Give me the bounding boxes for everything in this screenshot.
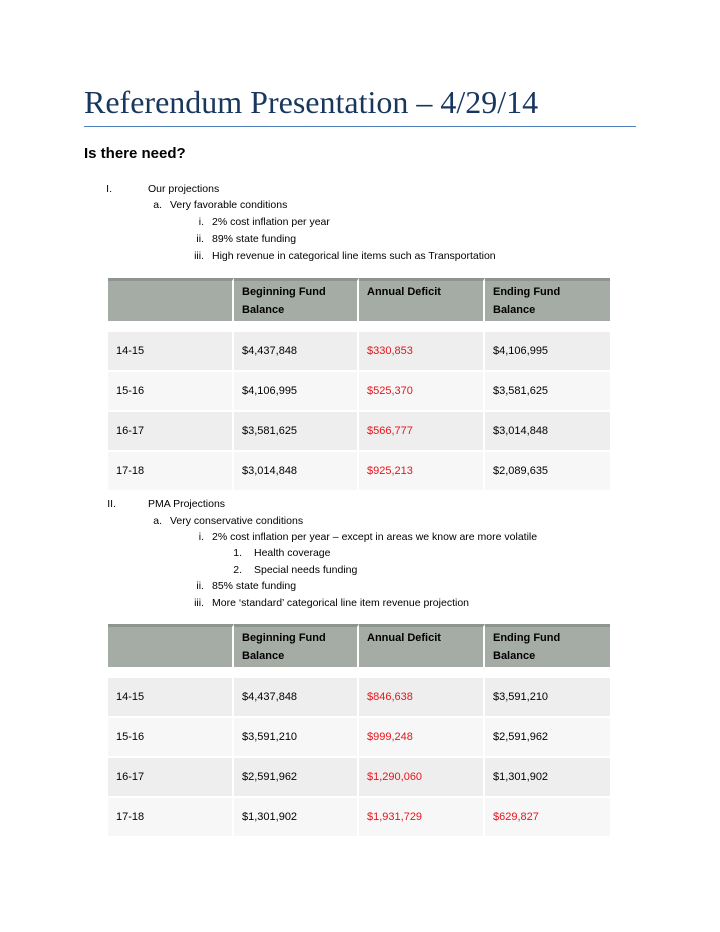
list-marker: 2.	[233, 564, 242, 576]
cell-ending-balance: $2,591,962	[485, 716, 610, 756]
list-item: 2% cost inflation per year – except in areas we know are more volatile	[212, 531, 538, 543]
cell-year: 14-15	[108, 330, 234, 370]
table-row	[108, 716, 610, 756]
list-marker: iii.	[194, 250, 204, 262]
list-item: 2% cost inflation per year	[212, 216, 330, 228]
cell-ending-balance: $4,106,995	[485, 330, 610, 370]
list-marker: i.	[198, 216, 204, 228]
cell-year: 15-16	[108, 716, 234, 756]
cell-year: 14-15	[108, 676, 234, 716]
cell-beginning-balance: $4,106,995	[234, 370, 359, 410]
projections-table-ours	[108, 278, 610, 490]
list-marker: iii.	[194, 597, 204, 609]
list-marker: I.	[106, 183, 112, 195]
table-row	[108, 450, 610, 490]
cell-ending-balance: $629,827	[485, 796, 610, 836]
cell-beginning-balance: $3,591,210	[234, 716, 359, 756]
list-item: Special needs funding	[254, 564, 358, 576]
table-header-annual-deficit: Annual Deficit	[359, 624, 485, 670]
table-header-annual-deficit: Annual Deficit	[359, 278, 485, 324]
cell-year: 15-16	[108, 370, 234, 410]
table-row	[108, 330, 610, 370]
page-title: Referendum Presentation – 4/29/14	[84, 84, 539, 120]
cell-beginning-balance: $4,437,848	[234, 330, 359, 370]
cell-annual-deficit: $1,931,729	[359, 796, 485, 836]
cell-beginning-balance: $4,437,848	[234, 676, 359, 716]
table-header-ending-balance: Ending Fund Balance	[485, 624, 610, 670]
cell-ending-balance: $2,089,635	[485, 450, 610, 490]
cell-beginning-balance: $1,301,902	[234, 796, 359, 836]
list-marker: II.	[107, 498, 116, 510]
table-header-row	[108, 278, 610, 324]
cell-annual-deficit: $566,777	[359, 410, 485, 450]
list-item: PMA Projections	[148, 498, 226, 510]
table-header-beginning-balance: Beginning Fund Balance	[234, 624, 359, 670]
title-divider	[84, 126, 636, 127]
list-marker: ii.	[196, 580, 204, 592]
list-item: Health coverage	[254, 547, 331, 559]
list-marker: ii.	[196, 233, 204, 245]
cell-year: 17-18	[108, 796, 234, 836]
cell-annual-deficit: $925,213	[359, 450, 485, 490]
list-item: 89% state funding	[212, 233, 297, 245]
cell-year: 17-18	[108, 450, 234, 490]
list-item: More ‘standard’ categorical line item revenue projection	[212, 597, 469, 609]
cell-annual-deficit: $999,248	[359, 716, 485, 756]
table-header-ending-balance: Ending Fund Balance	[485, 278, 610, 324]
cell-annual-deficit: $1,290,060	[359, 756, 485, 796]
list-marker: i.	[198, 531, 204, 543]
list-marker: 1.	[233, 547, 242, 559]
list-marker: a.	[153, 515, 162, 527]
cell-beginning-balance: $3,014,848	[234, 450, 359, 490]
list-item: High revenue in categorical line items such as Transportation	[212, 250, 496, 262]
projections-table-pma	[108, 624, 610, 836]
table-row	[108, 676, 610, 716]
cell-annual-deficit: $525,370	[359, 370, 485, 410]
cell-ending-balance: $3,591,210	[485, 676, 610, 716]
table-header-year	[108, 624, 234, 670]
cell-annual-deficit: $846,638	[359, 676, 485, 716]
table-row	[108, 796, 610, 836]
cell-ending-balance: $3,014,848	[485, 410, 610, 450]
table-header-row	[108, 624, 610, 670]
table-header-year	[108, 278, 234, 324]
table-row	[108, 410, 610, 450]
list-item: Very conservative conditions	[170, 515, 304, 527]
table-header-beginning-balance: Beginning Fund Balance	[234, 278, 359, 324]
cell-year: 16-17	[108, 410, 234, 450]
list-item: Very favorable conditions	[170, 199, 288, 211]
list-item: Our projections	[148, 183, 220, 195]
cell-beginning-balance: $2,591,962	[234, 756, 359, 796]
cell-year: 16-17	[108, 756, 234, 796]
table-row	[108, 756, 610, 796]
list-marker: a.	[153, 199, 162, 211]
section-heading: Is there need?	[84, 145, 186, 162]
table-row	[108, 370, 610, 410]
cell-ending-balance: $1,301,902	[485, 756, 610, 796]
cell-annual-deficit: $330,853	[359, 330, 485, 370]
list-item: 85% state funding	[212, 580, 297, 592]
cell-beginning-balance: $3,581,625	[234, 410, 359, 450]
cell-ending-balance: $3,581,625	[485, 370, 610, 410]
